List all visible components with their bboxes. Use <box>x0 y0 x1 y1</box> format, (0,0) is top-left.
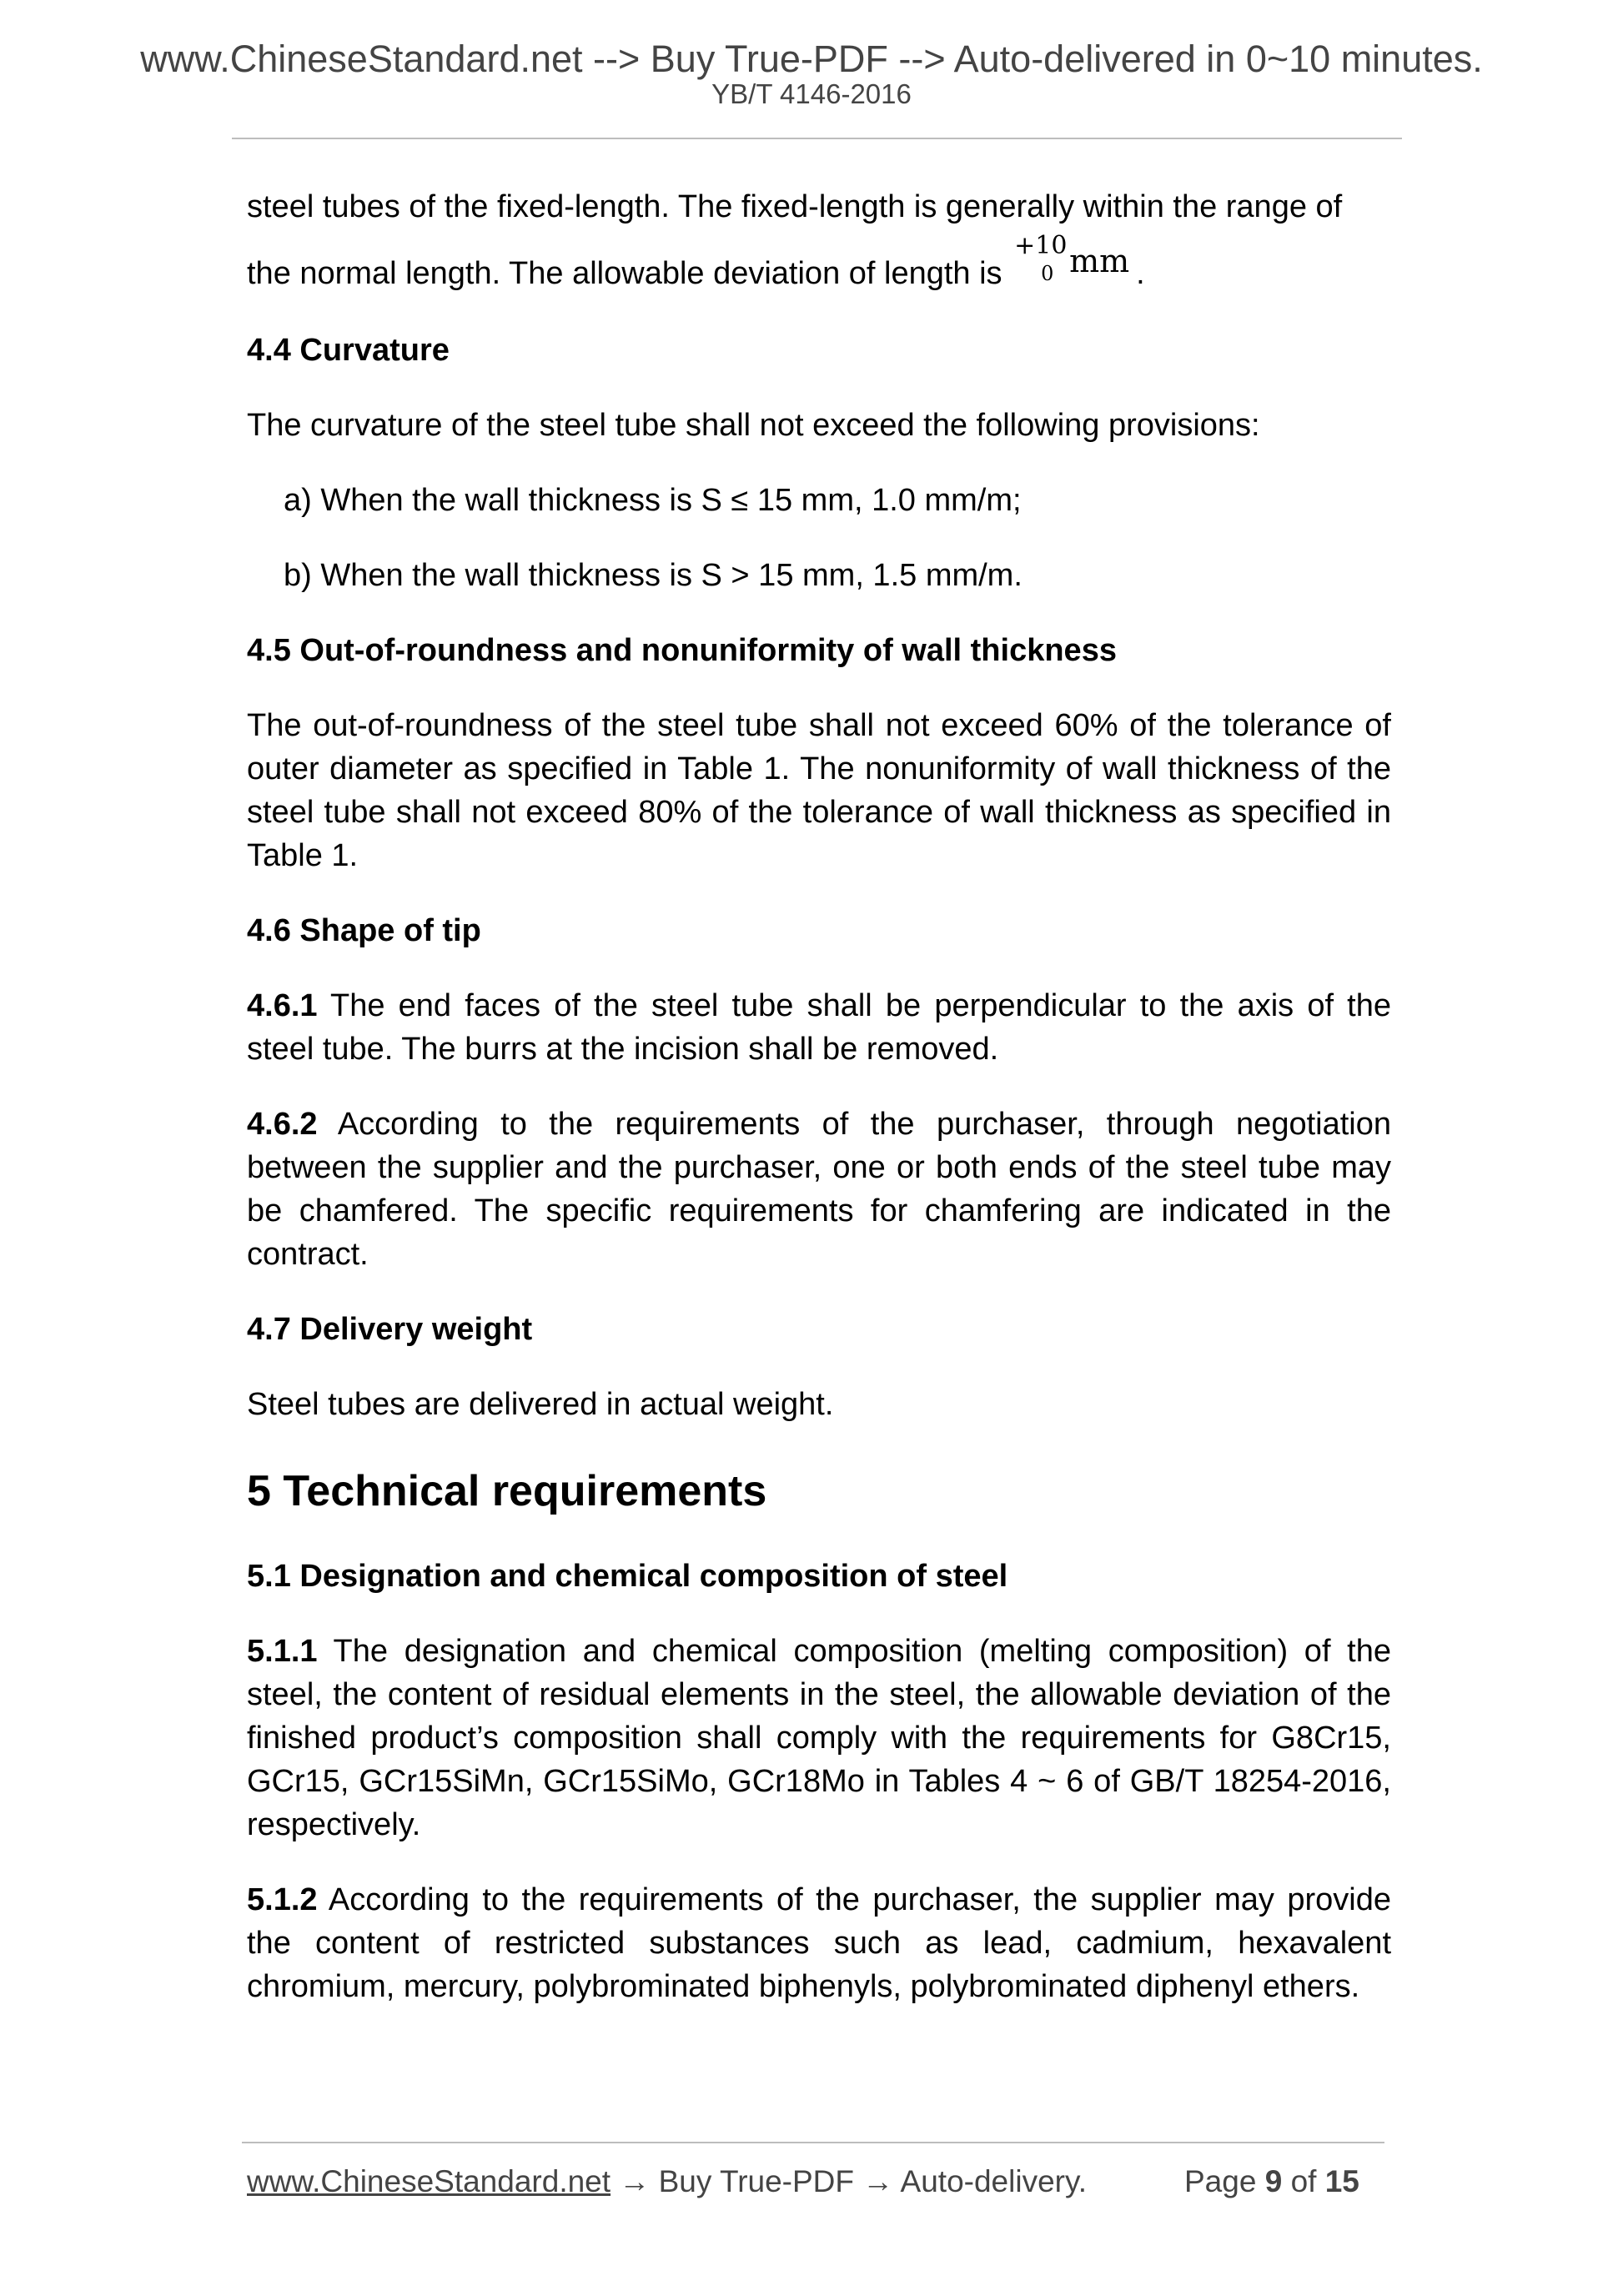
curvature-item-a: a) When the wall thickness is S ≤ 15 mm, 1.0 mm/m; <box>284 483 1022 518</box>
heading-4-4: 4.4 Curvature <box>247 333 450 368</box>
paragraph-5-1-1 <box>247 1630 1391 1846</box>
clause-text: The end faces of the steel tube shall be perpendicular to the axis of the steel tube. The burrs at the incision shall be removed. <box>247 988 1391 1067</box>
footer-buy-text: Buy True-PDF <box>658 2164 855 2198</box>
curvature-text: The curvature of the steel tube shall not exceed the following provisions: <box>247 408 1260 443</box>
delivery-weight-text: Steel tubes are delivered in actual weight. <box>247 1387 834 1422</box>
paragraph-4-6-1 <box>247 984 1391 1071</box>
intro-line-2-text: the normal length. The allowable deviation of length is <box>247 256 1002 291</box>
of-label: of <box>1290 2164 1317 2198</box>
footer-links <box>247 2166 1087 2197</box>
clause-number: 4.6.1 <box>247 988 318 1023</box>
page-total: 15 <box>1324 2164 1359 2198</box>
page-number: 9 <box>1264 2164 1283 2198</box>
tolerance-upper: +10 <box>1014 231 1068 260</box>
page-content <box>247 185 1391 2008</box>
heading-5: 5 Technical requirements <box>247 1467 767 1515</box>
heading-4-7: 4.7 Delivery weight <box>247 1312 533 1347</box>
paragraph-4-6-2 <box>247 1103 1391 1276</box>
clause-text: According to the requirements of the purchaser, the supplier may provide the content of restricted substances such as lead, cadmium, hexavalent chromium, mercury, polybrominated biphenyls, polybrominated diphenyl ethers. <box>247 1882 1391 2004</box>
heading-4-6: 4.6 Shape of tip <box>247 913 481 948</box>
clause-number: 4.6.2 <box>247 1107 318 1142</box>
page-label: Page <box>1184 2164 1257 2198</box>
length-tolerance <box>1011 231 1136 295</box>
clause-text: The designation and chemical composition (melting composition) of the steel, the content of residual elements in the steel, the allowable deviation of the finished product’s composition shall comply with the requirements for G8Cr15, GCr15, GCr15SiMn, GCr15SiMo, GCr18Mo in Tables 4 ~ 6 of GB/T 18254-2016, respectively. <box>247 1634 1392 1842</box>
arrow-right-icon: → <box>619 2164 651 2198</box>
heading-4-5: 4.5 Out-of-roundness and nonuniformity of wall thickness <box>247 633 1117 668</box>
clause-number: 5.1.2 <box>247 1882 318 1917</box>
paragraph-5-1-2 <box>247 1878 1391 2008</box>
tolerance-lower: 0 <box>1041 262 1054 285</box>
heading-5-1: 5.1 Designation and chemical composition of steel <box>247 1559 1008 1594</box>
intro-line-2-end: . <box>1136 256 1145 291</box>
intro-line-1: steel tubes of the fixed-length. The fixed-length is generally within the range of <box>247 189 1343 224</box>
footer-delivery-text: Auto-delivery. <box>900 2164 1088 2198</box>
clause-number: 5.1.1 <box>247 1634 318 1669</box>
roundness-text: The out-of-roundness of the steel tube shall not exceed 60% of the tolerance of outer diameter as specified in Table 1. The nonuniformity of wall thickness of the steel tube shall not exceed 80% of the tolerance of wall thickness as specified in Table 1. <box>247 708 1391 873</box>
footer-divider <box>242 2142 1384 2143</box>
arrow-right-icon: → <box>862 2164 894 2198</box>
standard-number: YB/T 4146-2016 <box>711 78 912 109</box>
clause-text: According to the requirements of the purchaser, through negotiation between the supplier and the purchaser, one or both ends of the steel tube may be chamfered. The specific requirements for chamfering are indicated in the contract. <box>247 1107 1391 1272</box>
intro-line-2 <box>247 231 1391 295</box>
footer-site-link[interactable]: www.ChineseStandard.net <box>247 2164 611 2198</box>
tolerance-unit: mm <box>1069 243 1130 279</box>
header-banner[interactable]: www.ChineseStandard.net --> Buy True-PDF --> Auto-delivered in 0~10 minutes. <box>140 38 1483 80</box>
header-divider <box>232 138 1402 139</box>
curvature-item-b: b) When the wall thickness is S > 15 mm, 1.5 mm/m. <box>284 558 1023 593</box>
page-indicator <box>1184 2166 1359 2197</box>
